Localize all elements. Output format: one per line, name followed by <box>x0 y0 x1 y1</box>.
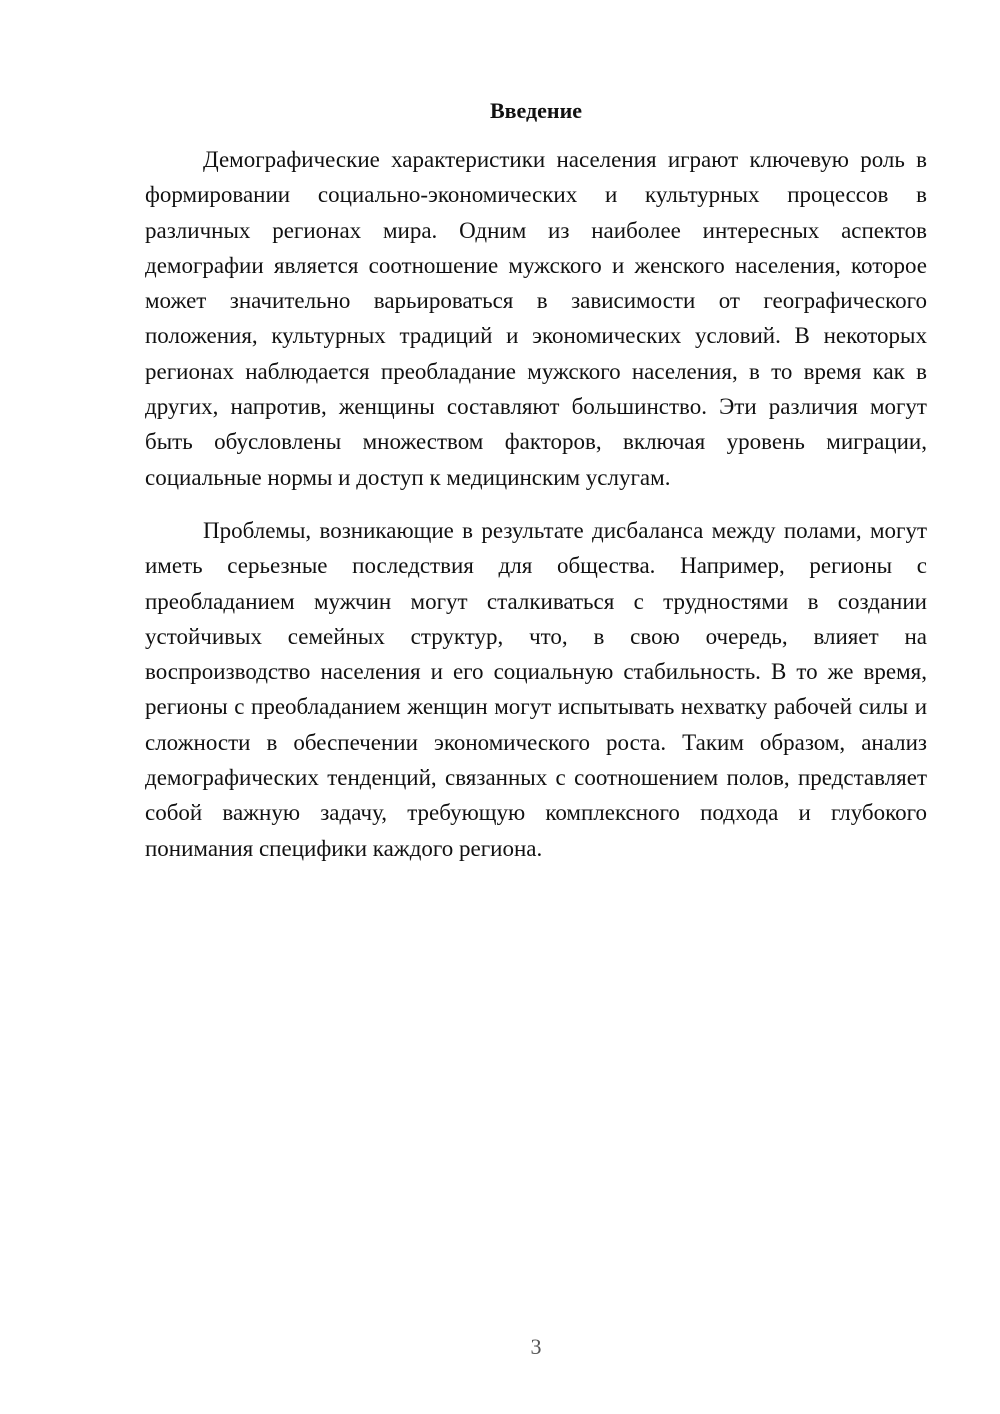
body-text <box>145 142 927 866</box>
page-number: 3 <box>530 1334 542 1359</box>
paragraph-2: Проблемы, возникающие в результате дисбаланса между полами, могут иметь серьезные последствия для общества. Например, регионы с преобладанием мужчин могут сталкиваться с трудностями в создании устойчивых семейных структур, что, в свою очередь, влияет на воспроизводство населения и его социальную стабильность. В то же время, регионы с преобладанием женщин могут испытывать нехватку рабочей силы и сложности в обеспечении экономического роста. Таким образом, анализ демографических тенденций, связанных с соотношением полов, представляет собой важную задачу, требующую комплексного подхода и глубокого понимания специфики каждого региона. <box>145 517 927 861</box>
section-title: Введение <box>489 98 583 123</box>
paragraph-1: Демографические характеристики населения играют ключевую роль в формировании социально-экономических и культурных процессов в различных регионах мира. Одним из наиболее интересных аспектов демографии является соотношение мужского и женского населения, которое может значительно варьироваться в зависимости от географического положения, культурных традиций и экономических условий. В некоторых регионах наблюдается преобладание мужского населения, в то время как в других, напротив, женщины составляют большинство. Эти различия могут быть обусловлены множеством факторов, включая уровень миграции, социальные нормы и доступ к медицинским услугам. <box>145 147 927 490</box>
